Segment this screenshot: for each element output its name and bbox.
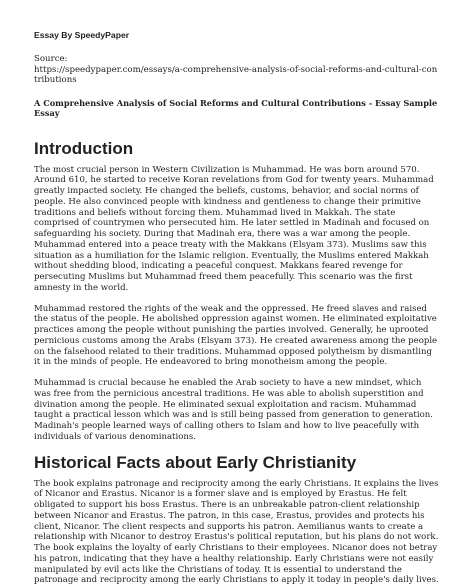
section-early-christianity bbox=[34, 453, 440, 586]
document-title: A Comprehensive Analysis of Social Reforms and Cultural Contributions - Essay Sample Essay bbox=[34, 98, 440, 119]
essay-provider-title: Essay By SpeedyPaper bbox=[34, 30, 440, 40]
paragraph: The book explains patronage and reciprocity among the early Christians. It explains the lives of Nicanor and Erastus. Nicanor is a former slave and is employed by Erastus. He felt obligated to support his boss Erastus. There is an unbreakable patron-client relationship between Nicanor and Erastus. The patron, in this case, Erastus, provides and protects his client, Nicanor. The client respects and supports his patron. Aemilianus wants to create a relationship with Nicanor to destroy Erastus's political reputation, but his plans do not work. The book explains the loyalty of early Christians to their employees. Nicanor does not betray his patron, indicating that they have a healthy relationship. Early Christians were not easily manipulated by evil acts like the Christians of today. It is essential to understand the patronage and reciprocity among the early Christians to apply it today in people's daily lives. bbox=[34, 479, 440, 586]
paragraph: Muhammad is crucial because he enabled the Arab society to have a new mindset, which was free from the pernicious ancestral traditions. He was able to abolish superstition and divination among the people. He eliminated sexual exploitation and racism. Muhammad taught a practical lesson which was and is still being passed from generation to generation. Madinah's people learned ways of calling others to Islam and how to live peacefully with individuals of various denominations. bbox=[34, 378, 440, 443]
section-heading: Introduction bbox=[34, 139, 440, 159]
source-label: Source: bbox=[34, 54, 440, 65]
section-introduction bbox=[34, 139, 440, 443]
section-heading: Historical Facts about Early Christianity bbox=[34, 453, 440, 473]
paragraph: The most crucial person in Western Civilization is Muhammad. He was born around 570. Around 610, he started to receive Koran revelations from God for twenty years. Muhammad greatly impacted society. He changed the beliefs, customs, behavior, and social norms of people. He also convinced people with kindness and gentleness to change their primitive traditions and beliefs without forcing them. Muhammad lived in Makkah. The state comprised of countrymen who persecuted him. He later settled in Madinah and focused on safeguarding his society. During that Madinah era, there was a war among the people. Muhammad entered into a peace treaty with the Makkans (Elsyam 373). Muslims saw this situation as a humiliation for the Islamic religion. Eventually, the Muslims entered Makkah without shedding blood, indicating a peaceful conquest. Makkans feared revenge for persecuting Muslims but Muhammad freed them peacefully. This scenario was the first amnesty in the world. bbox=[34, 165, 440, 294]
source-url: https://speedypaper.com/essays/a-comprehensive-analysis-of-social-reforms-and-cultural-contributions bbox=[34, 65, 440, 86]
paragraph: Muhammad restored the rights of the weak and the oppressed. He freed slaves and raised the status of the people. He abolished oppression against women. He eliminated exploitative practices among the people without punishing the parties involved. Generally, he uprooted pernicious customs among the Arabs (Elsyam 373). He created awareness among the people on the falsehood related to their traditions. Muhammad opposed polytheism by dismantling it in the minds of people. He endeavored to bring monotheism among the people. bbox=[34, 304, 440, 369]
